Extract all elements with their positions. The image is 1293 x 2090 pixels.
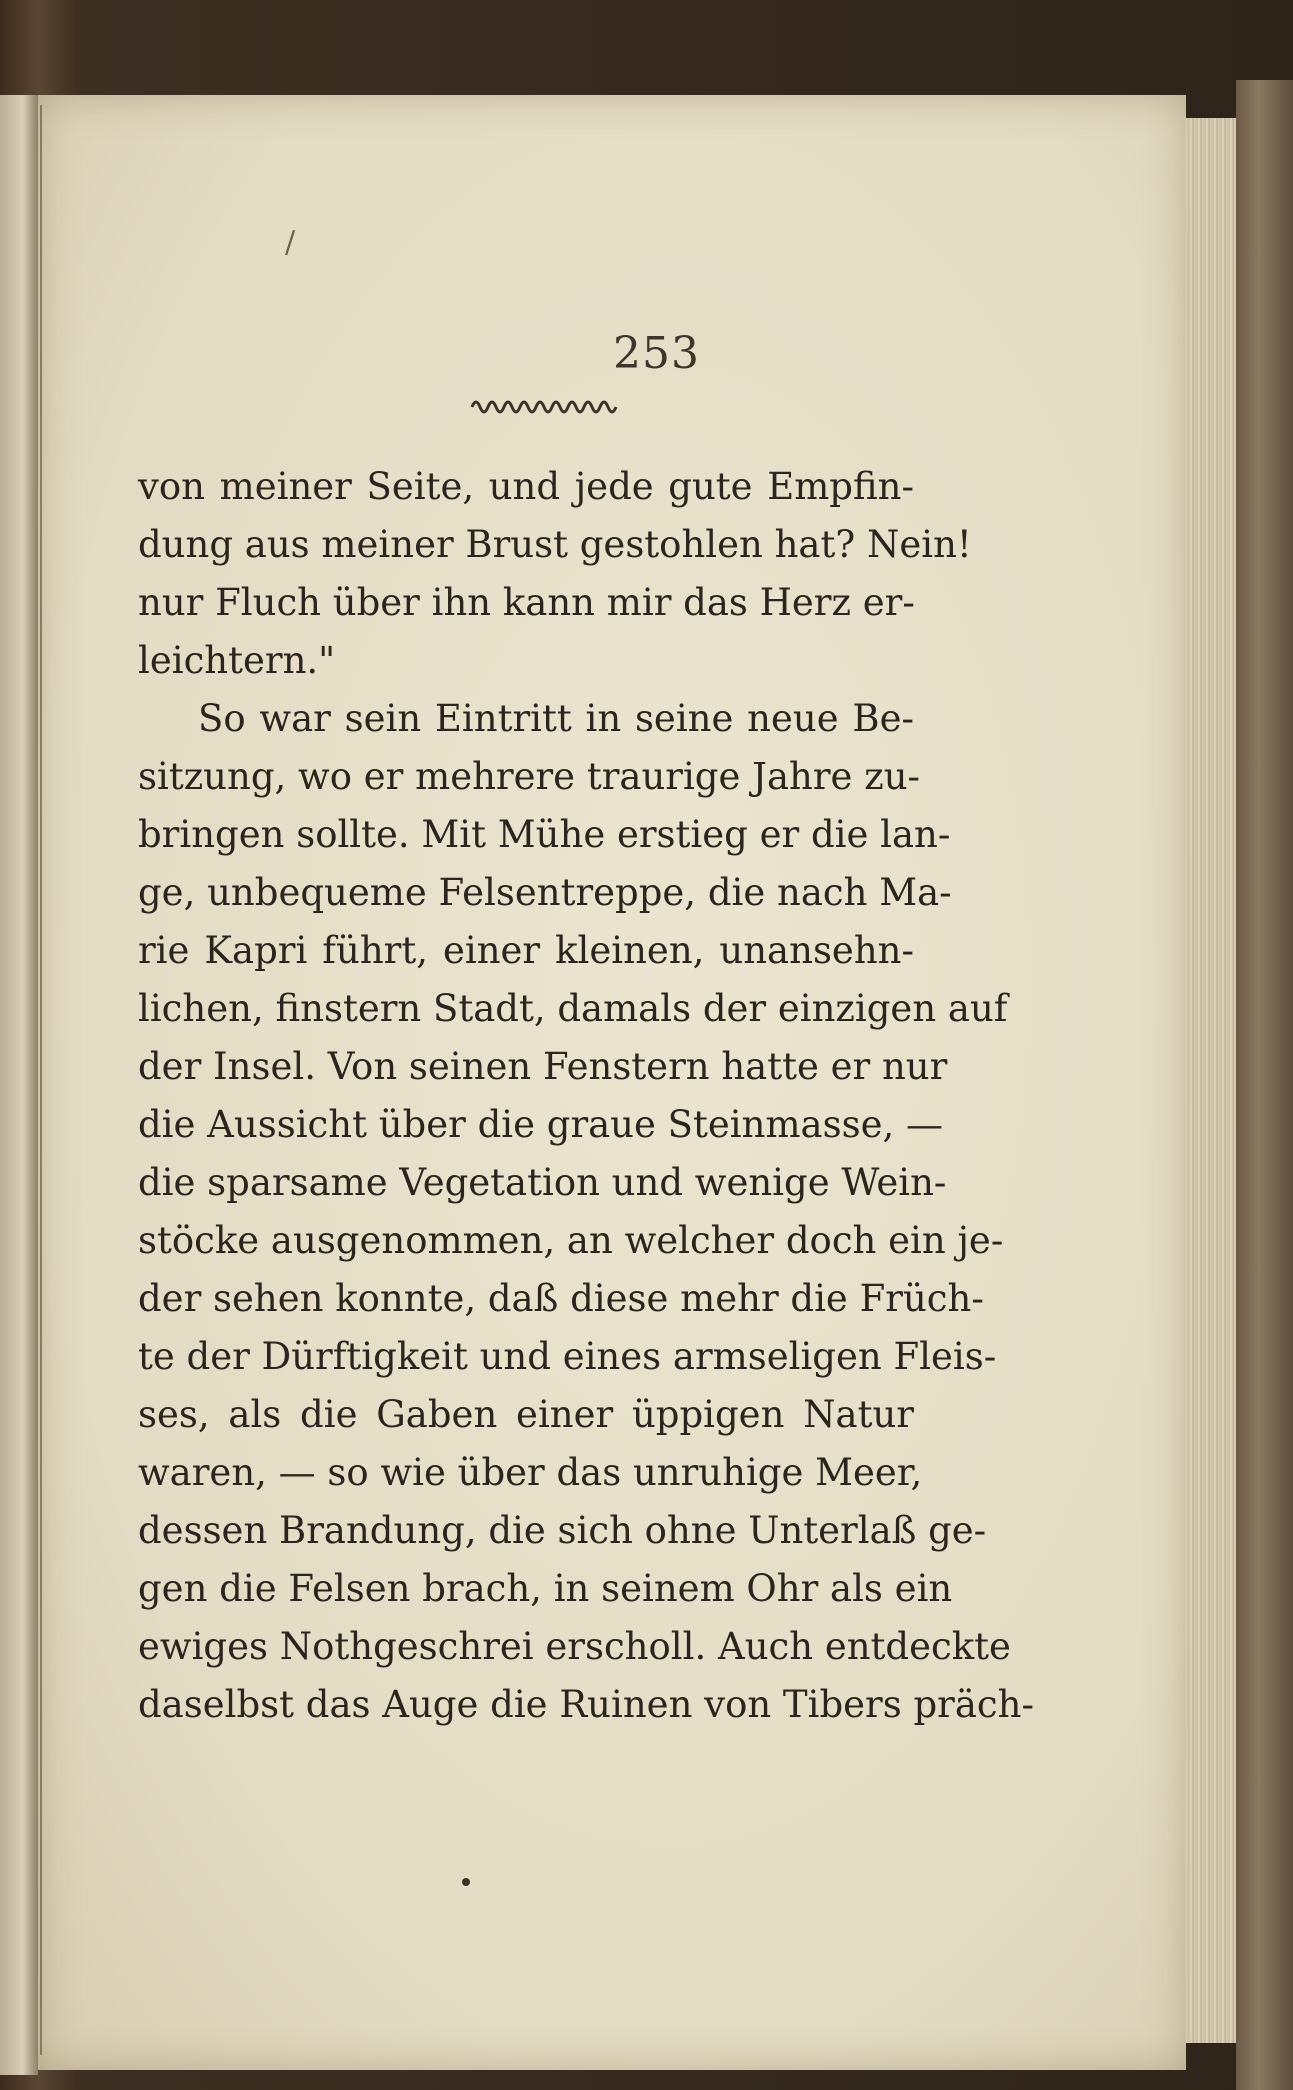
text-line: der Insel. Von seinen Fenstern hatte er nur	[138, 1045, 948, 1088]
text-line: der sehen konnte, daß diese mehr die Früch-	[138, 1277, 984, 1320]
text-line: leichtern."	[138, 639, 336, 682]
text-line: von meiner Seite, und jede gute Empfin-	[138, 465, 914, 508]
text-line: ewiges Nothgeschrei erscholl. Auch entdeckte	[138, 1625, 1011, 1668]
left-page-edge	[0, 95, 38, 2075]
text-line: ses, als die Gaben einer üppigen Natur	[138, 1393, 914, 1436]
text-line: So war sein Eintritt in seine neue Be-	[198, 697, 914, 740]
body-text	[138, 458, 1034, 1734]
wavy-ornament	[470, 393, 620, 417]
text-line: sitzung, wo er mehrere traurige Jahre zu-	[138, 755, 921, 798]
footer-mark	[462, 1878, 470, 1886]
text-line: nur Fluch über ihn kann mir das Herz er-	[138, 581, 915, 624]
text-line: daselbst das Auge die Ruinen von Tibers präch-	[138, 1683, 1034, 1726]
text-line: lichen, finstern Stadt, damals der einzigen auf	[138, 987, 1008, 1030]
text-line: die sparsame Vegetation und wenige Wein-	[138, 1161, 947, 1204]
page-edges	[1186, 118, 1236, 2043]
page-number: 253	[613, 328, 700, 379]
text-line: rie Kapri führt, einer kleinen, unansehn-	[138, 929, 914, 972]
text-line: stöcke ausgenommen, an welcher doch ein je-	[138, 1219, 1004, 1262]
book-cover-edge	[1236, 80, 1293, 2090]
text-line: waren, — so wie über das unruhige Meer,	[138, 1451, 923, 1494]
text-line: dung aus meiner Brust gestohlen hat? Nein!	[138, 523, 972, 566]
stray-mark: /	[285, 225, 296, 260]
text-line: te der Dürftigkeit und eines armseligen Fleis-	[138, 1335, 997, 1378]
text-line: dessen Brandung, die sich ohne Unterlaß ge-	[138, 1509, 987, 1552]
text-line: gen die Felsen brach, in seinem Ohr als ein	[138, 1567, 953, 1610]
gutter-line	[40, 105, 42, 2055]
text-line: bringen sollte. Mit Mühe erstieg er die lan-	[138, 813, 951, 856]
text-line: die Aussicht über die graue Steinmasse, —	[138, 1103, 943, 1146]
text-line: ge, unbequeme Felsentreppe, die nach Ma-	[138, 871, 952, 914]
